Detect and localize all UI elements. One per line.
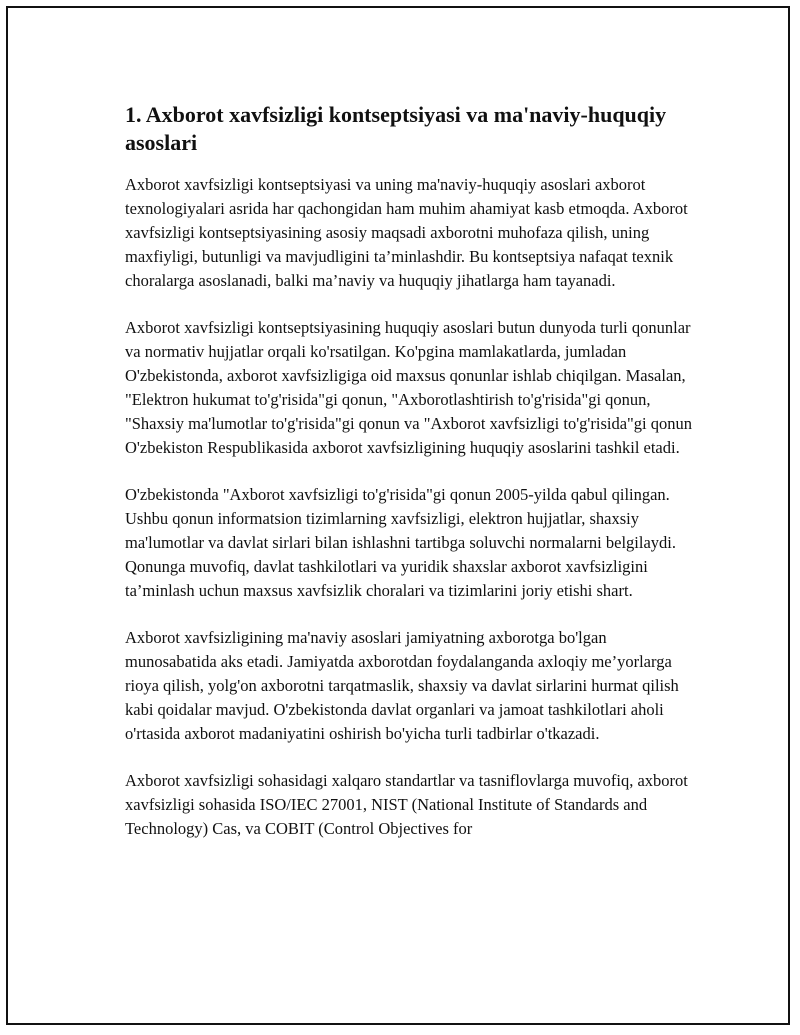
paragraph-international-standards: Axborot xavfsizligi sohasidagi xalqaro standartlar va tasniflovlarga muvofiq, axborot xavfsizligi sohasida ISO/IEC 27001, NIST (National Institute of Standards and Technology) Cas, va COBIT (Control Objectives for	[125, 771, 688, 838]
paragraph-uzbekistan-law: O'zbekistonda "Axborot xavfsizligi to'g'risida"gi qonun 2005-yilda qabul qilingan. Ushbu qonun informatsion tizimlarning xavfsizligi, elektron hujjatlar, shaxsiy ma'lumotlar va davlat sirlari bilan ishlashni tartibga soluvchi normalarni belgilaydi. Qonunga muvofiq, davlat tashkilotlari va yuridik shaxslar axborot xavfsizligini ta’minlash uchun maxsus xavfsizlik choralari va tizimlarini joriy etishi shart.	[125, 485, 677, 600]
document-title: 1. Axborot xavfsizligi kontseptsiyasi va ma'naviy-huquqiy asoslari	[125, 102, 667, 155]
paragraph-legal-foundations: Axborot xavfsizligi kontseptsiyasining huquqiy asoslari butun dunyoda turli qonunlar va normativ hujjatlar orqali ko'rsatilgan. Ko'pgina mamlakatlarda, jumladan O'zbekistonda, axborot xavfsizligiga oid maxsus qonunlar ishlab chiqilgan. Masalan, "Elektron hukumat to'g'risida"gi qonun, "Axborotlashtirish to'g'risida"gi qonun, "Shaxsiy ma'lumotlar to'g'risida"gi qonun va "Axborot xavfsizligi to'g'risida"gi qonun O'zbekiston Respublikasida axborot xavfsizligining huquqiy asoslarini tashkil etadi.	[125, 318, 692, 457]
paragraph-moral-foundations: Axborot xavfsizligining ma'naviy asoslari jamiyatning axborotga bo'lgan munosabatida aks etadi. Jamiyatda axborotdan foydalanganda axloqiy me’yorlarga rioya qilish, yolg'on axborotni tarqatmaslik, shaxsiy va davlat sirlarini hurmat qilish kabi qoidalar mavjud. O'zbekistonda davlat organlari va jamoat tashkilotlari aholi o'rtasida axborot madaniyatini oshirish bo'yicha turli tadbirlar o'tkazadi.	[125, 628, 679, 743]
document-content	[125, 101, 700, 841]
paragraph-concept-overview: Axborot xavfsizligi kontseptsiyasi va uning ma'naviy-huquqiy asoslari axborot texnologiyalari asrida har qachongidan ham muhim ahamiyat kasb etmoqda. Axborot xavfsizligi kontseptsiyasining asosiy maqsadi axborotni muhofaza qilish, uning maxfiyligi, butunligi va mavjudligini ta’minlashdir. Bu kontseptsiya nafaqat texnik choralarga asoslanadi, balki ma’naviy va huquqiy jihatlarga ham tayanadi.	[125, 175, 688, 290]
document-page	[6, 6, 790, 1025]
